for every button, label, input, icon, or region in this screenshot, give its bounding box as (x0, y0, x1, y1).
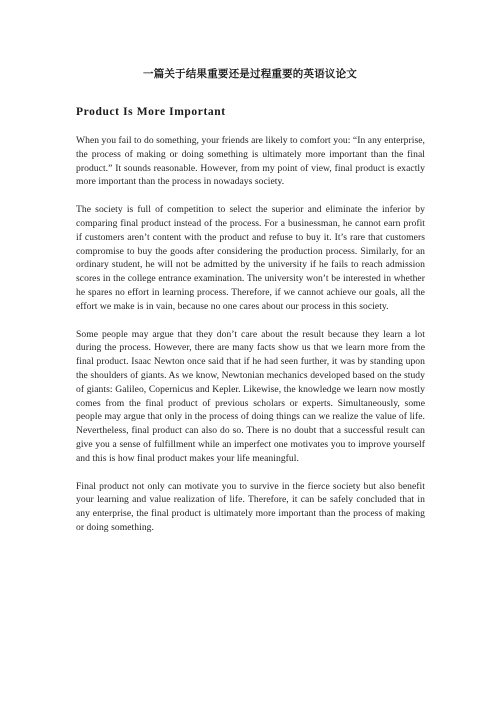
document-title: 一篇关于结果重要还是过程重要的英语议论文 (143, 68, 357, 80)
paragraph-1: When you fail to do something, your friends are likely to comfort you: “In any enterprise, the process of making or doing something is ultimately more important than the final product.” It sounds reasonable. However, from my point of view, final product is exactly more important than the process in nowadays society. (76, 135, 425, 188)
paragraph-2: The society is full of competition to select the superior and eliminate the inferior by comparing final product instead of the process. For a businessman, he cannot earn profit if customers aren’t content with the product and refuse to buy it. It’s rare that customers compromise to buy the goods after considering the production process. Similarly, for an ordinary student, he will not be admitted by the university if he fails to reach admission scores in the college entrance examination. The university won’t be interested in whether he spares no effort in learning process. Therefore, if we cannot achieve our goals, all the effort we make is in vain, because no one cares about our process in this society. (76, 204, 425, 312)
paragraph-3: Some people may argue that they don’t care about the result because they learn a lot during the process. However, there are many facts show us that we learn more from the final product. Isaac Newton once said that if he had seen further, it was by standing upon the shoulders of giants. As we know, Newtonian mechanics developed based on the study of giants: Galileo, Copernicus and Kepler. Likewise, the knowledge we learn now mostly comes from the final product of previous scholars or experts. Simultaneously, some people may argue that only in the process of doing things can we realize the value of life. Nevertheless, final product can also do so. There is no doubt that a successful result can give you a sense of fulfillment while an imperfect one motivates you to improve yourself and this is how final product makes your life meaningful. (76, 328, 425, 464)
essay-subheading: Product Is More Important (76, 106, 226, 118)
paragraph-4: Final product not only can motivate you to survive in the fierce society but also benefit your learning and value realization of life. Therefore, it can be safely concluded that in any enterprise, the final product is ultimately more important than the process of making or doing something. (76, 480, 425, 533)
essay-body (76, 134, 425, 549)
